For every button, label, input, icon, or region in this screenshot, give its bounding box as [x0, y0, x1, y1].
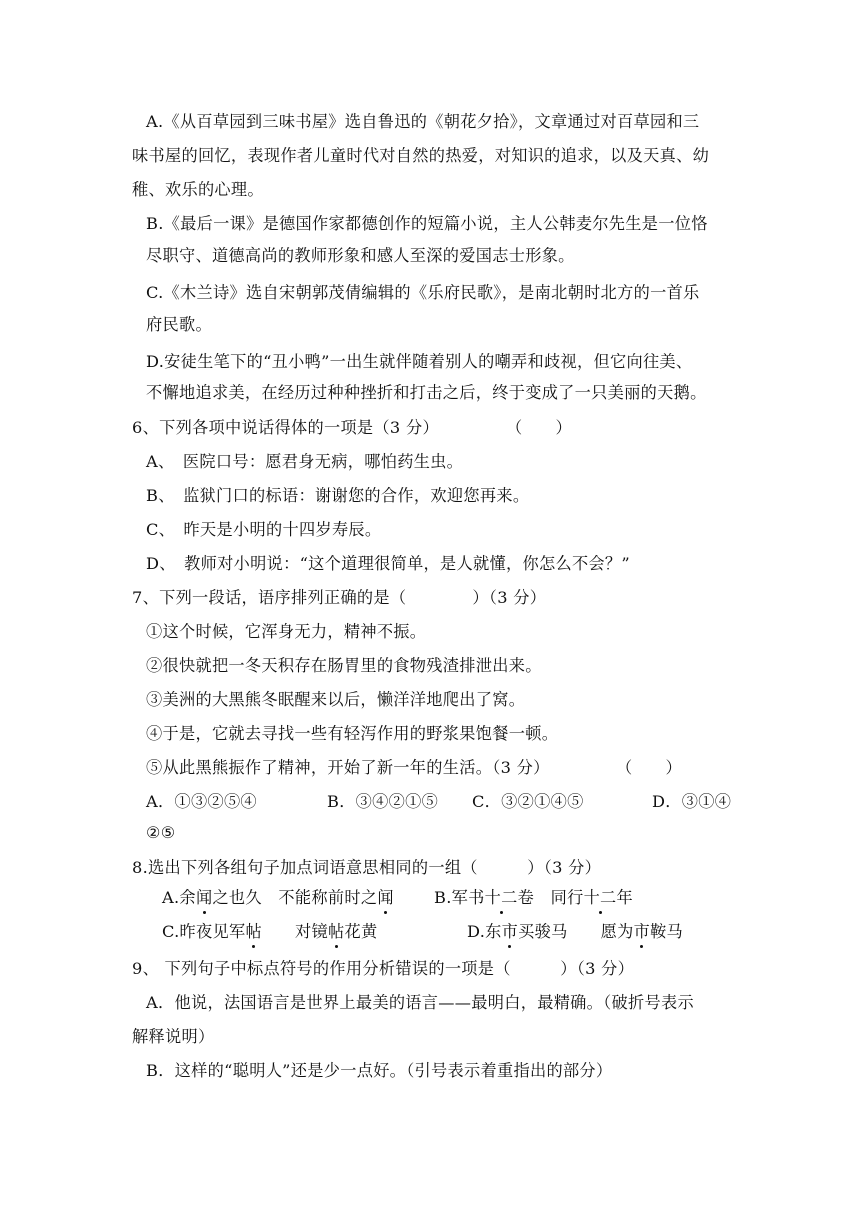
- q6-stem: 6、下列各项中说话得体的一项是（3 分）: [132, 418, 439, 437]
- q7-option-d-continued: ②⑤: [146, 823, 176, 842]
- q8-option-c: C.昨夜见军帖 对镜帖花黄: [162, 922, 378, 941]
- q5-option-d-line2: 不懈地追求美，在经历过种种挫折和打击之后，终于变成了一只美丽的天鹅。: [146, 383, 707, 402]
- q7-sentence-5: ⑤从此黑熊振作了精神，开始了新一年的生活。（3 分）: [146, 758, 550, 777]
- q9-stem: 9、 下列句子中标点符号的作用分析错误的一项是（ ）（3 分）: [132, 959, 635, 978]
- q7-sentence-1: ①这个时候，它浑身无力，精神不振。: [146, 622, 427, 641]
- emphasis-dot-word: 闻: [377, 888, 394, 907]
- emphasis-dot-word: 闻: [195, 888, 213, 907]
- q8-stem: 8.选出下列各组句子加点词语意思相同的一组（ ）（3 分）: [132, 858, 602, 877]
- emphasis-dot-word: 十二: [484, 888, 518, 907]
- q9-option-a-line2: 解释说明）: [132, 1027, 215, 1046]
- q6-option-b: B、 监狱门口的标语：谢谢您的合作，欢迎您再来。: [146, 486, 530, 505]
- q8-option-d: D.东市买骏马 愿为市鞍马: [467, 922, 684, 941]
- q5-option-b-line1: B.《最后一课》是德国作家都德创作的短篇小说，主人公韩麦尔先生是一位恪: [146, 214, 708, 233]
- emphasis-dot-word: 帖: [245, 922, 263, 941]
- q5-option-d-line1: D.安徒生笔下的“丑小鸭”一出生就伴随着别人的嘲弄和歧视，但它向往美、: [146, 352, 693, 371]
- q7-option-b: B．③④②①⑤: [327, 792, 439, 811]
- q7-sentence-2: ②很快就把一冬天积存在肠胃里的食物残渣排泄出来。: [146, 656, 542, 675]
- q7-sentence-4: ④于是，它就去寻找一些有轻泻作用的野浆果饱餐一顿。: [146, 724, 559, 743]
- emphasis-dot-word: 市: [633, 922, 651, 941]
- q6-option-a: A、 医院口号：愿君身无病，哪怕药生虫。: [146, 452, 464, 471]
- q6-answer-parens: （ ）: [506, 418, 572, 437]
- q6-option-d: D、 教师对小明说：“这个道理很简单，是人就懂，你怎么不会？”: [146, 554, 630, 573]
- emphasis-dot-word: 十二: [583, 888, 617, 907]
- q7-sentence-3: ③美洲的大黑熊冬眠醒来以后，懒洋洋地爬出了窝。: [146, 690, 526, 709]
- q7-option-a: A．①③②⑤④: [146, 792, 257, 811]
- q5-option-a-line1: A.《从百草园到三味书屋》选自鲁迅的《朝花夕拾》，文章通过对百草园和三: [146, 112, 700, 131]
- q7-option-c: C．③②①④⑤: [472, 792, 584, 811]
- emphasis-dot-word: 帖: [327, 922, 345, 941]
- q8-option-a: A.余闻之也久 不能称前时之闻: [162, 888, 394, 907]
- q5-option-c-line2: 府民歌。: [146, 315, 212, 334]
- q9-option-b: B．这样的“聪明人”还是少一点好。（引号表示着重指出的部分）: [146, 1061, 613, 1080]
- q9-option-a-line1: A．他说，法国语言是世界上最美的语言——最明白，最精确。（破折号表示: [146, 993, 694, 1012]
- emphasis-dot-word: 市: [501, 922, 519, 941]
- q6-option-c: C、 昨天是小明的十四岁寿辰。: [146, 520, 382, 539]
- q7-stem: 7、下列一段话，语序排列正确的是（ ）（3 分）: [132, 588, 547, 607]
- q7-option-d: D．③①④: [652, 792, 732, 811]
- q5-option-a-line2: 味书屋的回忆，表现作者儿童时代对自然的热爱，对知识的追求，以及天真、幼: [132, 146, 710, 165]
- q5-option-a-line3: 稚、欢乐的心理。: [132, 180, 264, 199]
- q5-option-c-line1: C.《木兰诗》选自宋朝郭茂倩编辑的《乐府民歌》，是南北朝时北方的一首乐: [146, 283, 700, 302]
- q8-option-b: B.军书十二卷 同行十二年: [434, 888, 634, 907]
- q5-option-b-line2: 尽职守、道德高尚的教师形象和感人至深的爱国志士形象。: [146, 246, 575, 265]
- q7-answer-parens: （ ）: [616, 758, 682, 777]
